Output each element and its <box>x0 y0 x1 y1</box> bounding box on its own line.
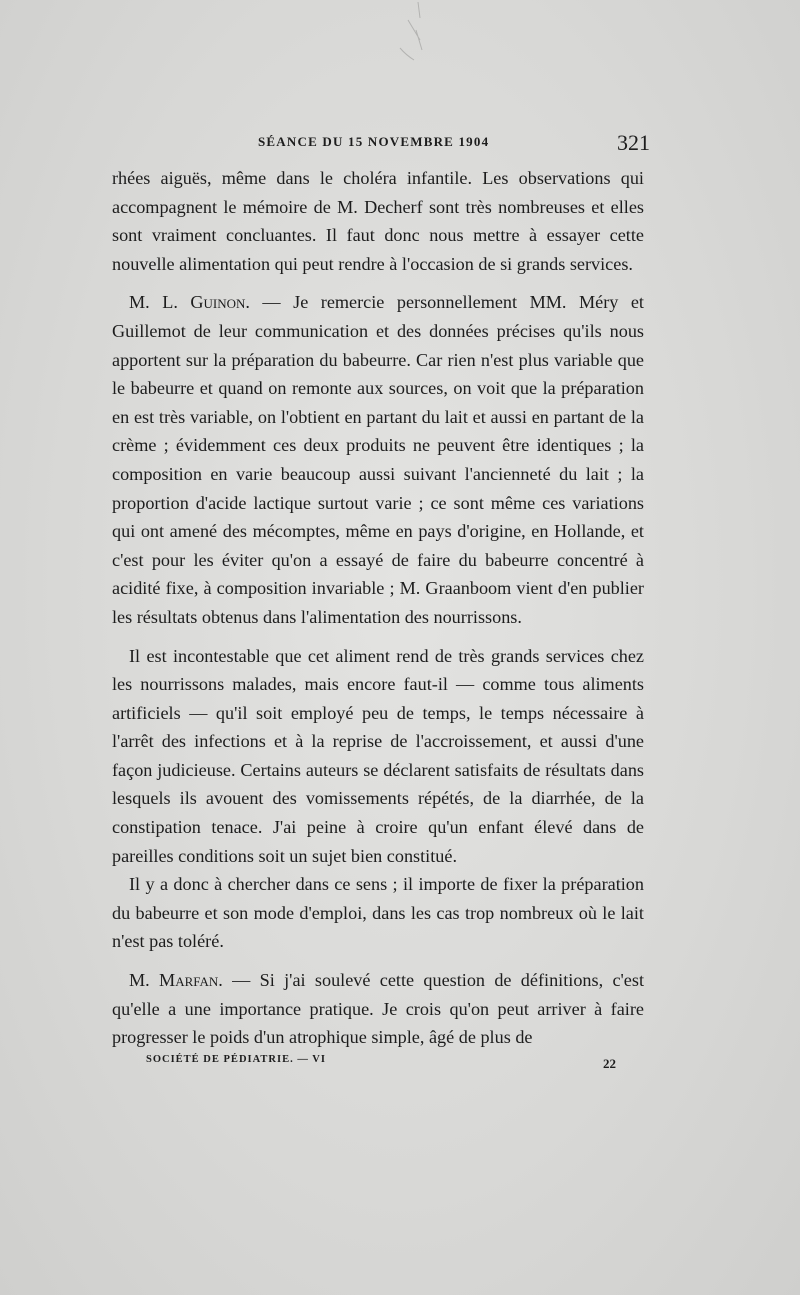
ink-stain-mark <box>378 0 438 75</box>
paragraph-5-text: — Si j'ai soulevé cette question de définitions, c'est qu'elle a une importance pratique. Je crois qu'on peut arriver à faire progresser le poids d'un atrophique simple, âgé de plus de <box>112 970 644 1048</box>
body-text <box>112 164 644 1052</box>
page-header <box>112 130 650 164</box>
speaker-guinon: M. L. Guinon. <box>129 292 250 313</box>
paragraph-5 <box>112 966 644 1052</box>
page-footer <box>112 1054 644 1074</box>
signature-number: 22 <box>603 1055 616 1071</box>
page-number: 321 <box>617 130 650 155</box>
speaker-marfan: M. Marfan. <box>129 970 223 991</box>
paragraph-2-text: — Je remercie personnellement MM. Méry et Guillemot de leur communication et des données précises qu'ils nous apportent sur la préparation du babeurre. Car rien n'est plus variable que le babeurre et quand on remonte aux sources, on voit que la préparation en est très variable, on l'obtient en partant du lait et aussi en partant de la crème ; évidemment ces deux produits ne peuvent être identiques ; la composition en varie beaucoup aussi suivant l'ancienneté du lait ; la proportion d'acide lactique surtout varie ; ce sont même ces variations qui ont amené des mécomptes, même en pays d'origine, en Hollande, et c'est pour les éviter qu'on a essayé de faire du babeurre concentré à acidité fixe, à composition invariable ; M. Graanboom vient d'en publier les résultats obtenus dans l'alimentation des nourrissons. <box>112 292 644 627</box>
paragraph-2 <box>112 288 644 631</box>
printer-signature: SOCIÉTÉ DE PÉDIATRIE. — VI <box>146 1053 326 1065</box>
running-head: SÉANCE DU 15 NOVEMBRE 1904 <box>258 134 490 149</box>
paragraph-4: Il y a donc à chercher dans ce sens ; il importe de fixer la préparation du babeurre et son mode d'emploi, dans les cas trop nombreux où le lait n'est pas toléré. <box>112 874 644 952</box>
paragraph-3: Il est incontestable que cet aliment rend de très grands services chez les nourrissons malades, mais encore faut-il — comme tous aliments artificiels — qu'il soit employé peu de temps, le temps nécessaire à l'arrêt des infections et à la reprise de l'accroissement, et aussi d'une façon judicieuse. Certains auteurs se déclarent satisfaits de résultats dans lesquels ils avouent des vomissements répétés, de la diarrhée, de la constipation tenace. J'ai peine à croire qu'un enfant élevé dans de pareilles conditions soit un sujet bien constitué. <box>112 645 644 866</box>
paragraph-1: rhées aiguës, même dans le choléra infantile. Les observations qui accompagnent le mémoire de M. Decherf sont très nombreuses et elles sont vraiment concluantes. Il faut donc nous mettre à essayer cette nouvelle alimentation qui peut rendre à l'occasion de si grands services. <box>112 168 644 274</box>
page-content <box>112 130 650 1074</box>
